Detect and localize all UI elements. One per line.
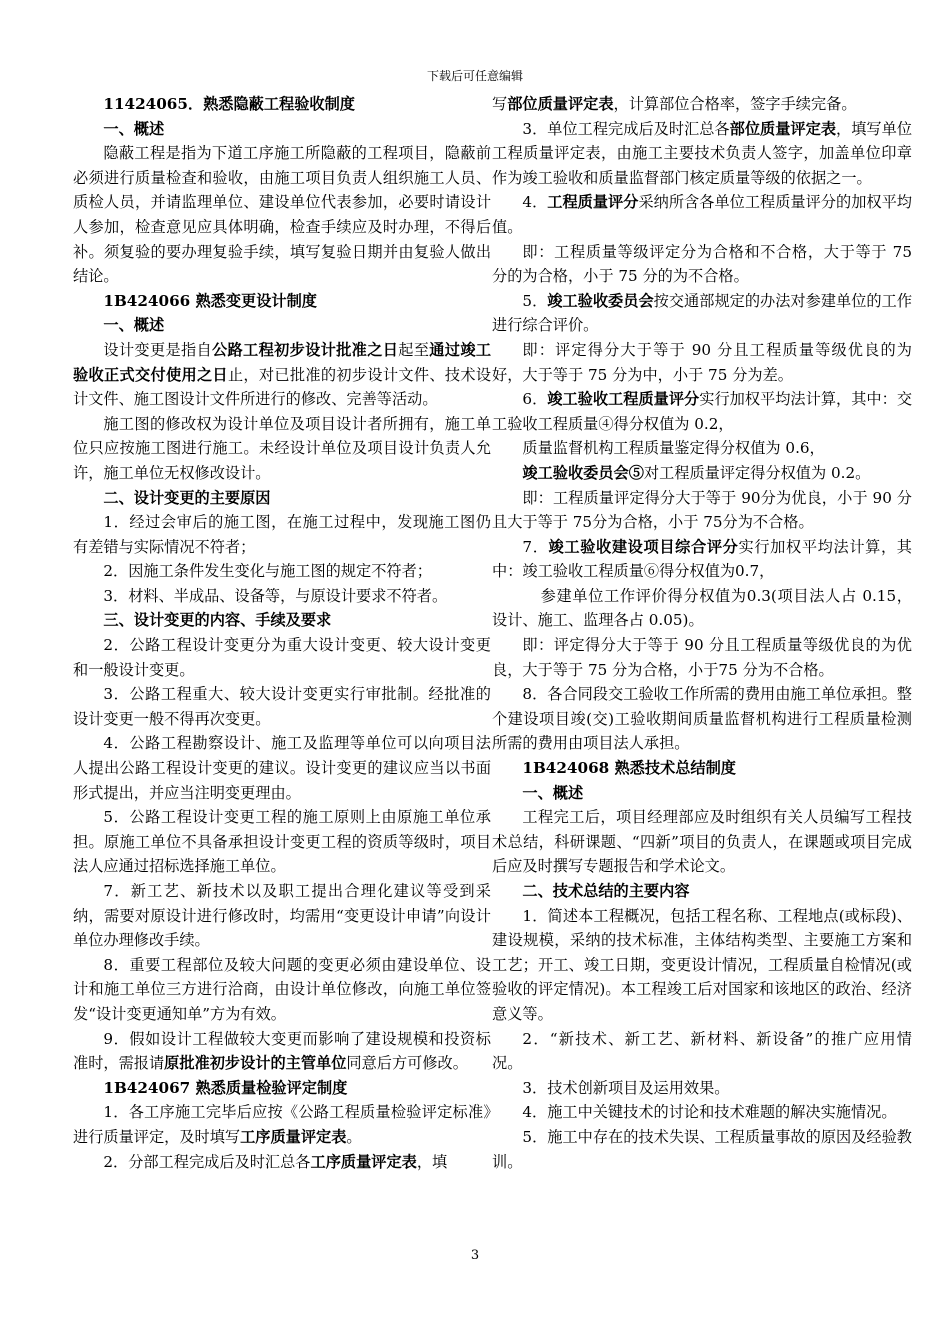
list-item <box>492 190 912 239</box>
note-paragraph: 即：工程质量等级评定分为合格和不合格，大于等于 75 分的为合格，小于 75 分的为不合格。 <box>492 242 912 286</box>
bold-text: 工程质量评分 <box>547 193 639 212</box>
text-run: 按交通部规定的办法对参建单位的工作进行综合评价。 <box>492 291 913 335</box>
page-header: 下载后可任意编辑 <box>426 69 523 83</box>
text-run: 3．单位工程完成后及时汇总各 <box>522 119 730 138</box>
text-run: 设计变更是指自 <box>103 340 213 359</box>
text-run: 写 <box>492 95 508 113</box>
list-item <box>492 289 912 338</box>
bold-text: 竣工验收工程质量评分 <box>547 390 700 409</box>
text-run: 实行加权平均法计算，其中：交工验收工程质量④得分权值为 0.2， <box>492 390 913 433</box>
list-item <box>492 535 912 584</box>
bold-text: 工序质量评定表 <box>310 1152 417 1171</box>
text-run: ，填 <box>416 1152 448 1171</box>
paragraph: 隐蔽工程是指为下道工序施工所隐蔽的工程项目，隐蔽前必须进行质量检查和验收，由施工项目负责人组织施工人员、质检人员，并请监理单位、建设单位代表参加，必要时请设计人参加，检查意见应具体明确，检查手续应及时办理，不得后补。须复验的要办理复验手续，填写复验日期并由复验人做出结论。 <box>73 144 491 286</box>
section-title: 1B424066 熟悉变更设计制度 <box>103 291 317 310</box>
bold-text: 工序质量评定表 <box>240 1127 347 1146</box>
text-run: ，计算部位合格率，签字手续完备。 <box>613 95 857 113</box>
subsection-heading: 三、设计变更的内容、手续及要求 <box>103 611 332 630</box>
bold-text: 竣工验收委员会 <box>547 291 654 310</box>
paragraph: 工程完工后，项目经理部应及时组织有关人员编写工程技术总结，科研课题、“四新”项目的负责人，在课题或项目完成后应及时撰写专题报告和学术论文。 <box>492 808 912 876</box>
text-run: 对工程质量评定得分权值为 0.2。 <box>643 463 871 482</box>
list-line <box>492 461 912 486</box>
list-item: 1．经过会审后的施工图，在施工过程中，发现施工图仍有差错与实际情况不符者； <box>73 513 491 556</box>
list-item: 2．因施工条件发生变化与施工图的规定不符者； <box>103 562 432 581</box>
subsection-heading: 一、概述 <box>103 119 165 138</box>
list-line: 参建单位工作评价得分权值为0.3(项目法人占 0.15，设计、施工、监理各占 0.05)。 <box>492 586 912 630</box>
bold-text: 竣工验收委员会⑤ <box>522 463 644 482</box>
list-item <box>73 1150 491 1175</box>
paragraph: 施工图的修改权为设计单位及项目设计者所拥有，施工单位只应按施工图进行施工。未经设计单位及项目设计负责人允许，施工单位无权修改设计。 <box>73 414 491 482</box>
list-item: 3．公路工程重大、较大设计变更实行审批制。经批准的设计变更一般不得再次变更。 <box>73 685 491 728</box>
left-column <box>73 92 491 1174</box>
note-paragraph: 即：评定得分大于等于 90 分且工程质量等级优良的为优良，大于等于 75 分为合格，小于75 分为不合格。 <box>492 636 912 679</box>
list-item: 2．“新技术、新工艺、新材料、新设备”的推广应用情况。 <box>492 1029 912 1073</box>
note-paragraph: 即：评定得分大于等于 90 分且工程质量等级优良的为好，大于等于 75 分为中，小于 75 分为差。 <box>492 340 912 384</box>
text-run: 2．分部工程完成后及时汇总各 <box>103 1152 311 1171</box>
text-run: 同意后方可修改。 <box>346 1054 468 1073</box>
text-run: 5． <box>522 291 548 310</box>
text-run: 实行加权平均法计算，其中：竣工验收工程质量⑥得分权值为0.7， <box>492 537 912 581</box>
list-item <box>492 117 912 191</box>
section-title: 11424065．熟悉隐蔽工程验收制度 <box>103 95 355 113</box>
bold-text: 竣工验收建设项目综合评分 <box>548 537 739 556</box>
list-item: 3．技术创新项目及运用效果。 <box>522 1078 730 1097</box>
text-run: 1．各工序施工完毕后应按《公路工程质量检验评定标准》进行质量评定，及时填写 <box>73 1103 491 1146</box>
text-run: 起至 <box>398 340 430 359</box>
list-item: 7．新工艺、新技术以及职工提出合理化建议等受到采纳，需要对原设计进行修改时，均需用“变更设计申请”向设计单位办理修改手续。 <box>73 882 491 950</box>
list-item: 1．简述本工程概况，包括工程名称、工程地点(或标段)、建设规模，采纳的技术标准，主体结构类型、主要施工方案和工艺；开工、竣工日期，变更设计情况，工程质量自检情况(或验收的评定情况)。本工程竣工后对国家和该地区的政治、经济意义等。 <box>492 906 912 1023</box>
list-item: 4．公路工程勘察设计、施工及监理等单位可以向项目法人提出公路工程设计变更的建议。设计变更的建议应当以书面形式提出，并应当注明变更理由。 <box>73 734 491 802</box>
subsection-heading: 二、设计变更的主要原因 <box>103 488 271 507</box>
bold-text: 部位质量评定表 <box>729 119 837 138</box>
list-item: 8．重要工程部位及较大问题的变更必须由建设单位、设计和施工单位三方进行洽商，由设计单位修改，向施工单位签发“设计变更通知单”方为有效。 <box>73 955 491 1023</box>
list-item <box>73 1027 491 1076</box>
subsection-heading: 一、概述 <box>103 316 165 335</box>
note-paragraph: 即：工程质量评定得分大于等于 90分为优良，小于 90 分且大于等于 75分为合格，小于 75分为不合格。 <box>492 488 912 532</box>
bold-text: 通过竣工验收正式交付使用之日 <box>73 340 492 384</box>
subsection-heading: 二、技术总结的主要内容 <box>522 882 690 900</box>
list-item: 5．施工中存在的技术失误、工程质量事故的原因及经验教训。 <box>492 1127 912 1171</box>
paragraph <box>73 338 491 412</box>
right-column <box>492 92 912 1174</box>
text-run: 止，对已批准的初步设计文件、技术设计文件、施工图设计文件所进行的修改、完善等活动。 <box>73 365 492 409</box>
subsection-heading: 一、概述 <box>522 783 584 802</box>
bold-text: 原批准初步设计的主管单位 <box>164 1054 347 1073</box>
text-run: 4． <box>522 193 548 212</box>
section-title: 1B424068 熟悉技术总结制度 <box>522 759 736 778</box>
list-item: 5．公路工程设计变更工程的施工原则上由原施工单位承担。原施工单位不具备承担设计变更工程的资质等级时，项目法人应通过招标选择施工单位。 <box>73 808 491 876</box>
text-run: 6． <box>522 390 548 409</box>
section-title: 1B424067 熟悉质量检验评定制度 <box>103 1078 348 1097</box>
text-run: 9．假如设计工程做较大变更而影响了建设规模和投资标准时，需报请 <box>73 1029 491 1073</box>
bold-text: 公路工程初步设计批准之日 <box>212 340 399 359</box>
text-run: ，填写单位工程质量评定表，由施工主要技术负责人签字，加盖单位印章作为竣工验收和质量监督部门核定质量等级的依据之一。 <box>492 119 913 187</box>
list-item: 8．各合同段交工验收工作所需的费用由施工单位承担。整个建设项目竣(交)工验收期间质量监督机构进行工程质量检测所需的费用由项目法人承担。 <box>492 685 912 753</box>
list-item <box>73 1100 491 1149</box>
list-item: 4．施工中关键技术的讨论和技术难题的解决实施情况。 <box>522 1103 897 1122</box>
list-item-continued <box>492 92 912 117</box>
text-run: 。 <box>346 1127 362 1146</box>
page-number: 3 <box>470 1248 480 1263</box>
bold-text: 部位质量评定表 <box>507 95 614 113</box>
list-line: 质量监督机构工程质量鉴定得分权值为 0.6， <box>522 439 825 458</box>
text-run: 7． <box>522 537 549 556</box>
text-run: 采纳所含各单位工程质量评分的加权平均值。 <box>492 193 912 236</box>
list-item <box>492 387 912 436</box>
list-item: 3．材料、半成品、设备等，与原设计要求不符者。 <box>103 586 448 605</box>
list-item: 2．公路工程设计变更分为重大设计变更、较大设计变更和一般设计变更。 <box>73 636 491 679</box>
